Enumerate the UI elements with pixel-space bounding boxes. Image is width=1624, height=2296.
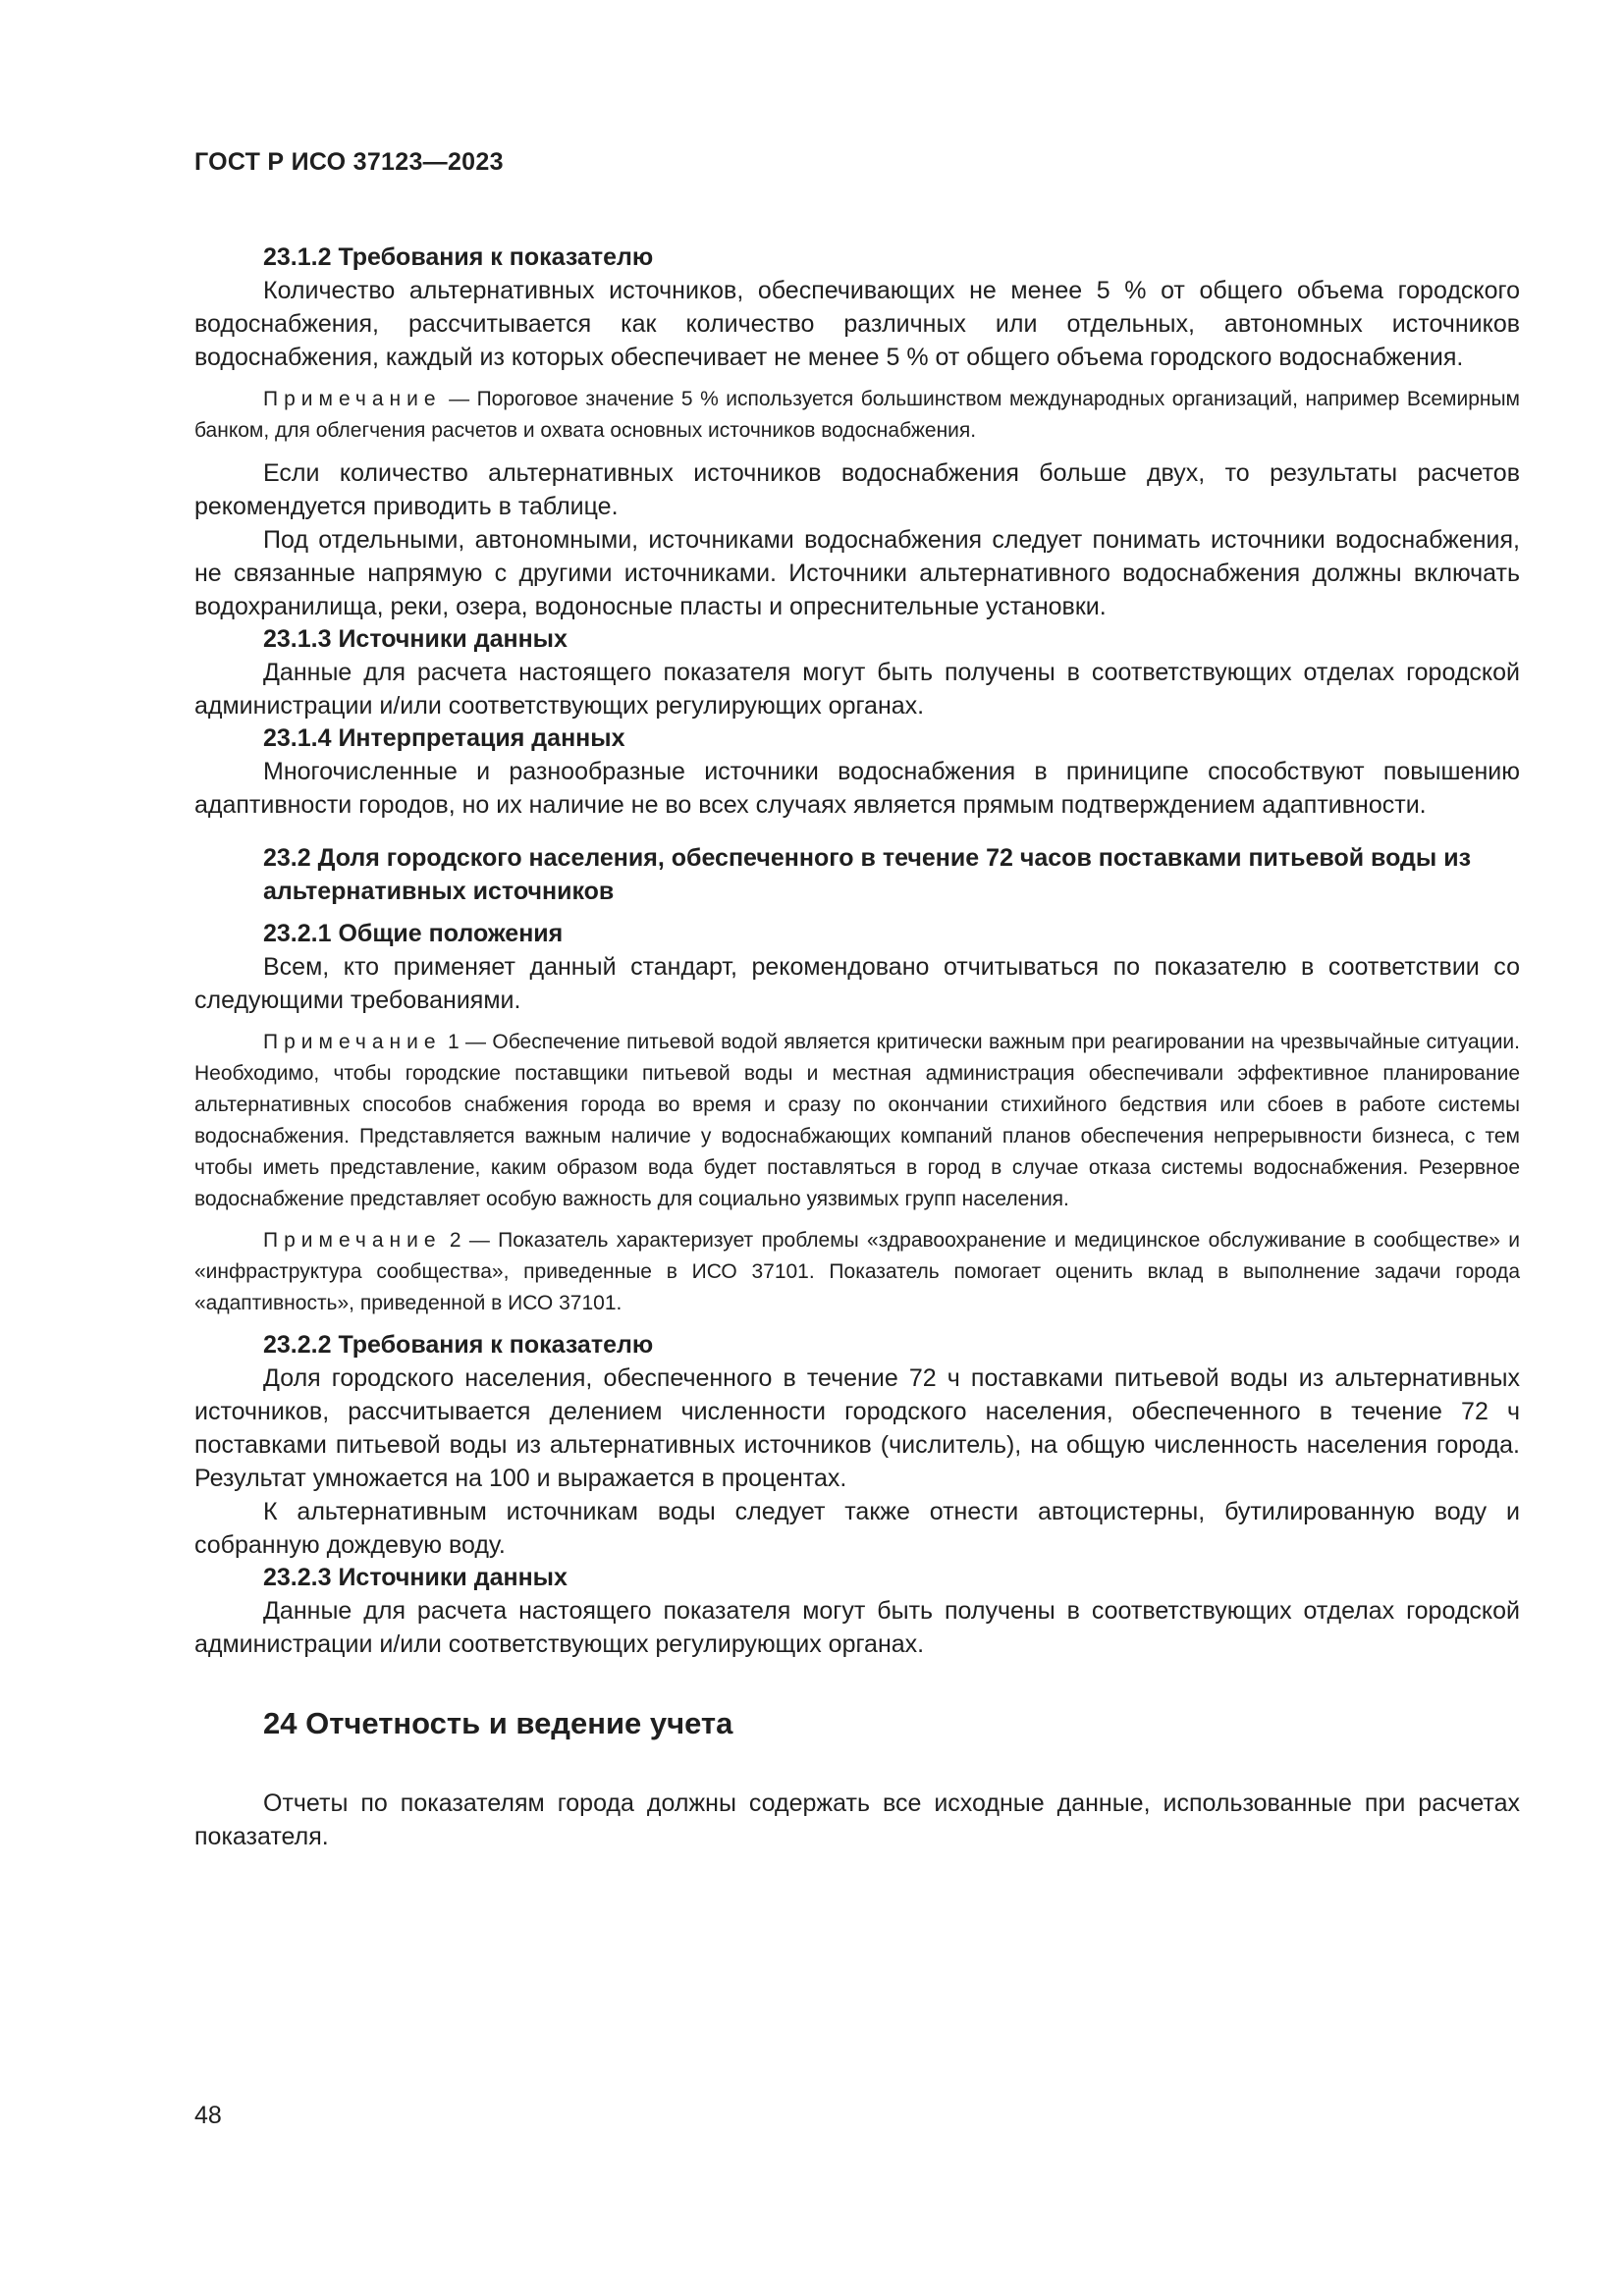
section-heading-24: 24 Отчетность и ведение учета [263, 1706, 733, 1740]
note-label: Примечание [263, 388, 442, 410]
note-label: Примечание [263, 1229, 442, 1252]
note [194, 1225, 1520, 1319]
paragraph: Доля городского населения, обеспеченного в течение 72 ч поставками питьевой воды из альтернативных источников, рассчитывается делением численности городского населения, обеспеченного в течение 72 ч поставками питьевой воды из альтернативных источников (числитель), на общую численность населения города. Результат умножается на 100 и выражается в процентах. [194, 1364, 1520, 1492]
paragraph: Данные для расчета настоящего показателя могут быть получены в соответствующих отделах городской администрации и/или соответствующих регулирующих органах. [194, 659, 1520, 720]
paragraph: Всем, кто применяет данный стандарт, рекомендовано отчитываться по показателю в соответствии со следующими требованиями. [194, 953, 1520, 1014]
section-heading-23-2-2: 23.2.2 Требования к показателю [263, 1331, 654, 1359]
paragraph: Отчеты по показателям города должны содержать все исходные данные, использованные при расчетах показателя. [194, 1789, 1520, 1850]
note-text: 1 — Обеспечение питьевой водой является критически важным при реагировании на чрезвычайные ситуации. Необходимо, чтобы городские поставщики питьевой воды и местная администрация обеспечивали эффективное планирование альтернативных способов снабжения города во время и сразу по окончании стихийного бедствия или сбоев в работе системы водоснабжения. Представляется важным наличие у водоснабжающих компаний планов обеспечения непрерывности бизнеса, с тем чтобы иметь представление, каким образом вода будет поставляться в город в случае отказа системы водоснабжения. Резервное водоснабжение представляет особую важность для социально уязвимых групп населения. [194, 1031, 1520, 1210]
section-heading-23-1-4: 23.1.4 Интерпретация данных [263, 724, 625, 752]
note-text: 2 — Показатель характеризует проблемы «здравоохранение и медицинское обслуживание в сообществе» и «инфраструктура сообщества», приведенные в ИСО 37101. Показатель помогает оценить вклад в выполнение задачи города «адаптивность», приведенной в ИСО 37101. [194, 1229, 1520, 1314]
paragraph: Многочисленные и разнообразные источники водоснабжения в приниципе способствуют повышению адаптивности городов, но их наличие не во всех случаях является прямым подтверждением адаптивности. [194, 758, 1520, 819]
section-heading-23-2-3: 23.2.3 Источники данных [263, 1564, 568, 1591]
page-number: 48 [194, 2102, 222, 2129]
note-text: — Пороговое значение 5 % используется большинством международных организаций, например Всемирным банком, для облегчения расчетов и охвата основных источников водоснабжения. [194, 388, 1520, 442]
paragraph: Если количество альтернативных источников водоснабжения больше двух, то результаты расчетов рекомендуется приводить в таблице. [194, 459, 1520, 520]
note [194, 384, 1520, 447]
section-heading-23-2-1: 23.2.1 Общие положения [263, 920, 564, 947]
paragraph: Количество альтернативных источников, обеспечивающих не менее 5 % от общего объема городского водоснабжения, рассчитывается как количество различных или отдельных, автономных источников водоснабжения, каждый из которых обеспечивает не менее 5 % от общего объема городского водоснабжения. [194, 277, 1520, 371]
paragraph: Данные для расчета настоящего показателя могут быть получены в соответствующих отделах городской администрации и/или соответствующих регулирующих органах. [194, 1597, 1520, 1658]
note-label: Примечание [263, 1031, 442, 1053]
document-header: ГОСТ Р ИСО 37123—2023 [194, 148, 504, 176]
section-heading-23-1-2: 23.1.2 Требования к показателю [263, 243, 654, 271]
section-heading-23-1-3: 23.1.3 Источники данных [263, 625, 568, 653]
paragraph: Под отдельными, автономными, источниками водоснабжения следует понимать источники водоснабжения, не связанные напрямую с другими источниками. Источники альтернативного водоснабжения должны включать водохранилища, реки, озера, водоносные пласты и опреснительные установки. [194, 526, 1520, 620]
note [194, 1027, 1520, 1215]
document-page [194, 147, 1520, 1853]
paragraph: К альтернативным источникам воды следует также отнести автоцистерны, бутилированную воду и собранную дождевую воду. [194, 1498, 1520, 1559]
section-heading-23-2: 23.2 Доля городского населения, обеспеченного в течение 72 часов поставками питьевой воды из альтернативных источников [263, 844, 1471, 905]
